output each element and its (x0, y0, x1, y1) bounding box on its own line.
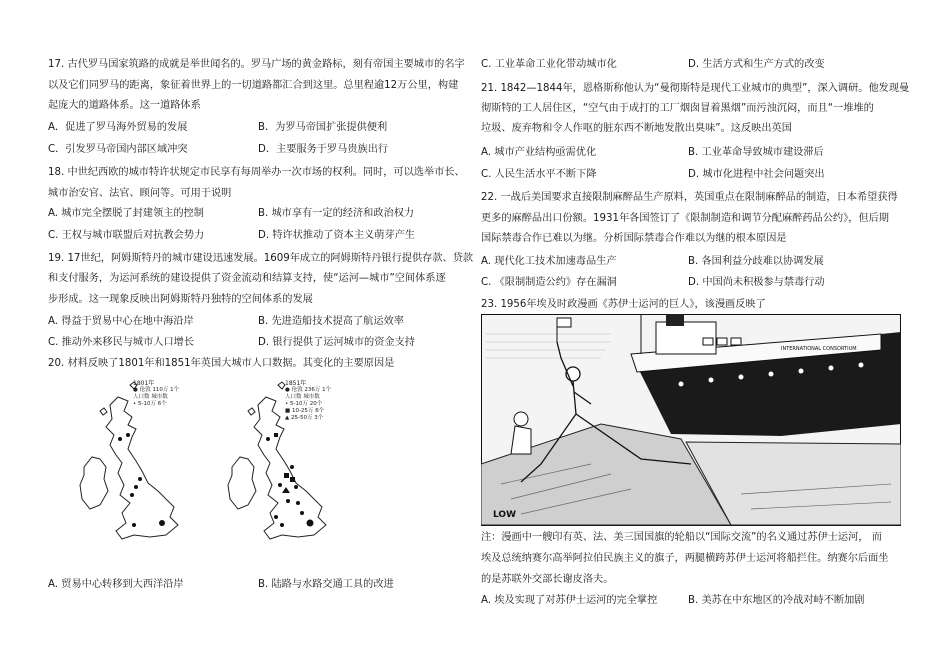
q21-option-a: A. 城市产业结构亟需优化 (481, 147, 597, 158)
q21-stem-line: 21. 1842—1844年，恩格斯称他认为“曼彻斯特是现代工业城市的典型”，深入调研。他发现曼 (481, 83, 910, 94)
q18-stem-line: 18. 中世纪西欧的城市特许状规定市民享有每周举办一次市场的权利。同时，可以选举市长、 (48, 167, 465, 178)
legend-dot-icon: ● (285, 387, 290, 393)
q21-stem-line: 垃圾、废弃物和令人作呕的脏东西不断地发散出臭味”。这反映出英国 (481, 123, 792, 134)
q19-option-d: D. 银行提供了运河城市的资金支持 (258, 337, 415, 348)
q18-stem-line: 城市治安官、法官、顾问等。可用于说明 (48, 188, 232, 199)
map-1851-year: 1851年 (285, 380, 307, 387)
q20-option-c: C. 工业革命工业化带动城市化 (481, 59, 617, 70)
q22-stem-line: 22. 一战后美国要求直接限制麻醉品生产原料，英国重点在限制麻醉品的制造，日本希望获得 (481, 192, 898, 203)
q17-stem-line: 以及它们同罗马的距离，象征着世界上的一切道路都汇合到这里。总里程逾12万公里，构建 (48, 80, 459, 91)
q20-option-b: B. 陆路与水路交通工具的改进 (258, 579, 394, 590)
legend-triangle-icon: ▲ (285, 415, 290, 421)
cartoon-signature: LOW (493, 510, 516, 520)
q22-stem-line: 更多的麻醉品出口份额。1931年各国签订了《限制制造和调节分配麻醉药品公约》，但后期 (481, 213, 889, 224)
q22-option-d: D. 中国尚未积极参与禁毒行动 (688, 277, 825, 288)
q17-option-c: C．引发罗马帝国内部区域冲突 (48, 144, 188, 155)
legend-dot-icon: • (133, 401, 137, 407)
q20-option-d: D. 生活方式和生产方式的改变 (688, 59, 825, 70)
q21-option-d: D. 城市化进程中社会问题突出 (688, 169, 825, 180)
q17-option-d: D．主要服务于罗马贵族出行 (258, 144, 389, 155)
q17-stem-line: 17. 古代罗马国家筑路的成就是举世闻名的。罗马广场的黄金路标，刻有帝国主要城市的名字 (48, 59, 465, 70)
q17-option-b: B．为罗马帝国扩张提供便利 (258, 122, 388, 133)
q18-option-a: A. 城市完全摆脱了封建领主的控制 (48, 208, 204, 219)
legend-dot-icon: ● (133, 387, 138, 393)
q20-stem: 20. 材料反映了1801年和1851年英国大城市人口数据。其变化的主要原因是 (48, 358, 395, 369)
q22-option-a: A. 现代化工技术加速毒品生产 (481, 256, 617, 267)
q18-option-b: B. 城市享有一定的经济和政治权力 (258, 208, 415, 219)
q18-option-c: C. 王权与城市联盟后对抗教会势力 (48, 230, 205, 241)
q23-stem: 23. 1956年埃及时政漫画《苏伊士运河的巨人》，该漫画反映了 (481, 299, 766, 310)
q23-option-a: A. 埃及实现了对苏伊士运河的完全掌控 (481, 595, 658, 606)
q21-option-b: B. 工业革命导致城市建设滞后 (688, 147, 824, 158)
q21-option-c: C. 人民生活水平不断下降 (481, 169, 597, 180)
q19-stem-line: 和支付服务，为运河系统的建设提供了资金流动和结算支持，使“运河—城市”空间体系逐 (48, 273, 446, 284)
q23-note-line: 埃及总统纳赛尔高举阿拉伯民族主义的旗子，两腿横跨苏伊士运河将船拦住。纳赛尔后面坐 (481, 553, 889, 564)
q17-stem-line: 起庞大的道路体系。这一道路体系 (48, 100, 201, 111)
legend-dot-icon: • (285, 401, 289, 407)
q18-option-d: D. 特许状推动了资本主义萌芽产生 (258, 230, 415, 241)
q17-option-a: A．促进了罗马海外贸易的发展 (48, 122, 188, 133)
q19-stem-line: 19. 17世纪，阿姆斯特丹的城市建设迅速发展。1609年成立的阿姆斯特丹银行提供存款、贷款 (48, 253, 474, 264)
ship-label: INTERNATIONAL CONSORTIUM (781, 346, 857, 352)
london-dot (159, 520, 165, 526)
map-1851-legend: 1851年 ● 伦敦 236万 1个 人口数 城市数 • 5-10万 20个 ■ 10-25万 6个 ▲ 25-50万 3个 (285, 380, 332, 421)
q23-note-line: 的是苏联外交部长谢皮洛夫。 (481, 574, 614, 585)
q19-option-a: A. 得益于贸易中心在地中海沿岸 (48, 316, 194, 327)
q21-stem-line: 彻斯特的工人居住区，“空气由于成打的工厂烟囱冒着黑烟”而污浊沉闷，而且“一堆堆的 (481, 103, 874, 114)
q19-option-b: B. 先进造船技术提高了航运效率 (258, 316, 404, 327)
q23-note-line: 注：漫画中一艘印有英、法、美三国国旗的轮船以“国际交流”的名义通过苏伊士运河， 而 (481, 532, 882, 543)
q20-option-a: A. 贸易中心转移到大西洋沿岸 (48, 579, 184, 590)
q22-stem-line: 国际禁毒合作已难以为继。分析国际禁毒合作难以为继的根本原因是 (481, 233, 787, 244)
q23-option-b: B. 美苏在中东地区的冷战对峙不断加剧 (688, 595, 865, 606)
map-1801-year: 1801年 (133, 380, 155, 387)
q22-option-c: C. 《限制制造公约》存在漏洞 (481, 277, 617, 288)
suez-cartoon (481, 314, 901, 526)
q22-option-b: B. 各国利益分歧难以协调发展 (688, 256, 824, 267)
q19-stem-line: 步形成。这一现象反映出阿姆斯特丹独特的空间体系的发展 (48, 294, 313, 305)
legend-square-icon: ■ (285, 408, 291, 414)
london-dot (307, 520, 314, 527)
map-1801-legend: 1801年 ● 伦敦 110万 1个 人口数 城市数 • 5-10万 6个 (133, 380, 180, 407)
q19-option-c: C. 推动外来移民与城市人口增长 (48, 337, 195, 348)
